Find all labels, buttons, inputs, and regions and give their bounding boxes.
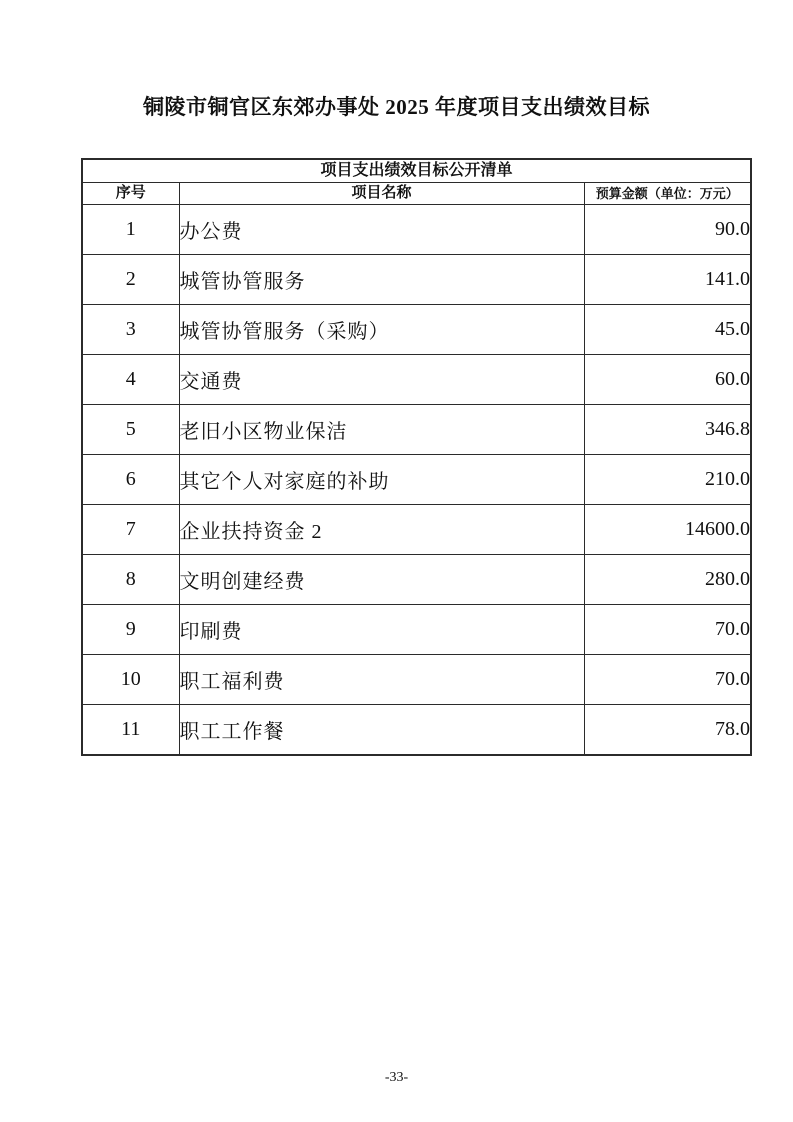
row-budget-amount: 210.0 (584, 455, 751, 505)
row-index: 2 (82, 255, 179, 305)
row-project-name: 职工工作餐 (179, 705, 584, 756)
table-row (82, 455, 751, 505)
table-row (82, 355, 751, 405)
column-header-budget-amount: 预算金额（单位：万元） (584, 183, 751, 205)
table-row (82, 505, 751, 555)
row-index: 3 (82, 305, 179, 355)
row-index: 8 (82, 555, 179, 605)
row-index: 7 (82, 505, 179, 555)
row-index: 10 (82, 655, 179, 705)
row-budget-amount: 90.0 (584, 205, 751, 255)
row-budget-amount: 346.8 (584, 405, 751, 455)
row-budget-amount: 70.0 (584, 605, 751, 655)
table-row (82, 605, 751, 655)
table-row (82, 405, 751, 455)
table-row (82, 655, 751, 705)
performance-target-table (81, 158, 752, 756)
row-budget-amount: 60.0 (584, 355, 751, 405)
row-budget-amount: 78.0 (584, 705, 751, 756)
table-row (82, 205, 751, 255)
row-budget-amount: 280.0 (584, 555, 751, 605)
row-project-name: 文明创建经费 (179, 555, 584, 605)
row-budget-amount: 141.0 (584, 255, 751, 305)
row-project-name: 老旧小区物业保洁 (179, 405, 584, 455)
row-budget-amount: 70.0 (584, 655, 751, 705)
table-row (82, 255, 751, 305)
row-budget-amount: 14600.0 (584, 505, 751, 555)
column-header-index: 序号 (82, 183, 179, 205)
page-number: -33- (384, 1070, 409, 1085)
row-project-name: 城管协管服务 (179, 255, 584, 305)
row-index: 9 (82, 605, 179, 655)
table-row (82, 305, 751, 355)
row-project-name: 交通费 (179, 355, 584, 405)
row-project-name: 城管协管服务（采购） (179, 305, 584, 355)
table-row (82, 705, 751, 756)
row-project-name: 企业扶持资金 2 (179, 505, 584, 555)
row-budget-amount: 45.0 (584, 305, 751, 355)
document-title: 铜陵市铜官区东郊办事处 2025 年度项目支出绩效目标 (143, 95, 650, 119)
row-project-name: 其它个人对家庭的补助 (179, 455, 584, 505)
table-caption-row (82, 159, 751, 183)
table-caption: 项目支出绩效目标公开清单 (82, 159, 751, 183)
row-index: 1 (82, 205, 179, 255)
row-index: 11 (82, 705, 179, 756)
table-header-row (82, 183, 751, 205)
row-project-name: 办公费 (179, 205, 584, 255)
row-project-name: 印刷费 (179, 605, 584, 655)
row-index: 6 (82, 455, 179, 505)
column-header-project-name: 项目名称 (179, 183, 584, 205)
row-index: 5 (82, 405, 179, 455)
row-index: 4 (82, 355, 179, 405)
table-row (82, 555, 751, 605)
row-project-name: 职工福利费 (179, 655, 584, 705)
